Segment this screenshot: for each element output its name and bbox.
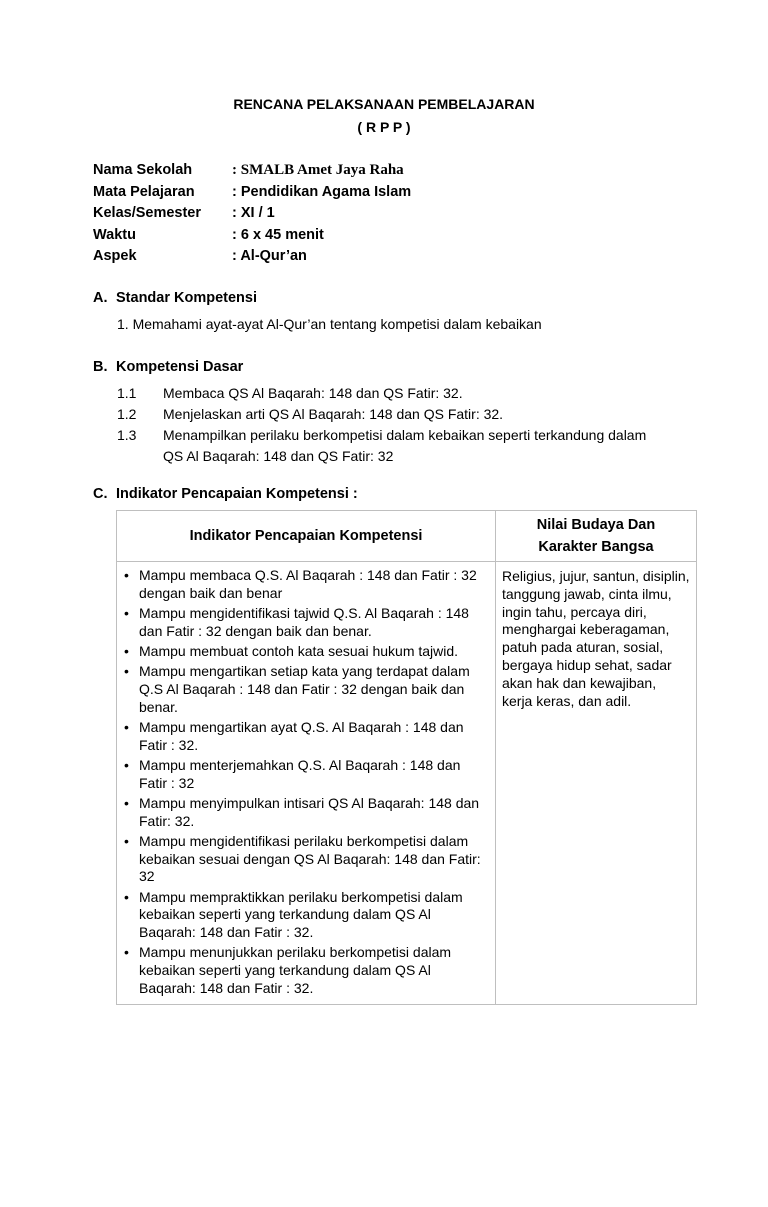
bullet: • — [124, 643, 129, 659]
document-title: RENCANA PELAKSANAAN PEMBELAJARAN — [233, 96, 535, 112]
info-label: Nama Sekolah — [93, 162, 193, 178]
info-row-aspect — [93, 246, 411, 268]
info-label: Mata Pelajaran — [93, 183, 195, 200]
list-item — [123, 567, 489, 602]
list-item — [123, 643, 489, 661]
section-title: Kompetensi Dasar — [116, 359, 244, 375]
indicator-text: Mampu mengidentifikasi tajwid Q.S. Al Baqarah : 148 dan Fatir : 32 dengan baik dan benar. — [139, 605, 469, 639]
bullet: • — [124, 888, 129, 905]
list-item — [123, 719, 489, 754]
indicator-table — [116, 510, 697, 1005]
indicator-text: Mampu mengidentifikasi perilaku berkompetisi dalam kebaikan sesuai dengan QS Al Baqarah: 148 dan Fatir: 32 — [139, 833, 481, 885]
info-label: Waktu — [93, 226, 136, 243]
list-item — [117, 404, 663, 425]
bullet: • — [124, 795, 129, 811]
info-row-class — [93, 203, 411, 225]
list-item — [123, 944, 489, 997]
section-heading-indikator — [93, 486, 358, 502]
list-item — [123, 795, 489, 830]
list-item — [123, 663, 489, 716]
indicator-text: Mampu menunjukkan perilaku berkompetisi dalam kebaikan seperti yang terkandung dalam QS Al Baqarah: 148 dan Fatir : 32. — [139, 944, 452, 996]
section-heading-kompetensi-dasar — [93, 359, 243, 375]
list-item — [123, 757, 489, 792]
kompetensi-dasar-list — [117, 383, 663, 467]
indicator-text: Mampu membaca Q.S. Al Baqarah : 148 dan Fatir : 32 dengan baik dan benar — [139, 567, 477, 601]
indicator-text: Mampu mempraktikkan perilaku berkompetisi dalam kebaikan seperti yang terkandung dalam QS Al Baqarah: 148 dan Fatir : 32. — [139, 888, 463, 941]
identity-block — [93, 160, 411, 268]
indicator-text: Mampu mengartikan setiap kata yang terdapat dalam Q.S Al Baqarah : 148 dan Fatir : 32 dengan baik dan benar. — [139, 663, 470, 715]
bullet: • — [124, 833, 129, 849]
section-letter: C. — [93, 486, 108, 502]
item-number: 1.3 — [117, 427, 137, 443]
section-title: Indikator Pencapaian Kompetensi : — [116, 486, 358, 502]
indicator-list — [123, 567, 489, 998]
column-header-nilai: Nilai Budaya Dan Karakter Bangsa — [496, 511, 697, 562]
standar-kompetensi-item: 1. Memahami ayat-ayat Al-Qur’an tentang kompetisi dalam kebaikan — [117, 316, 542, 332]
section-letter: B. — [93, 359, 108, 375]
list-item — [117, 425, 663, 467]
indicator-cell — [117, 562, 496, 1005]
item-text: Menampilkan perilaku berkompetisi dalam kebaikan seperti terkandung dalam QS Al Baqarah: 148 dan QS Fatir: 32 — [163, 427, 647, 464]
info-label: Kelas/Semester — [93, 205, 202, 222]
info-label: Aspek — [93, 248, 137, 265]
item-number: 1.1 — [117, 385, 137, 401]
list-item — [117, 383, 663, 404]
list-item — [123, 833, 489, 886]
column-header-indikator: Indikator Pencapaian Kompetensi — [117, 511, 496, 562]
info-value: : 6 x 45 menit — [232, 226, 324, 243]
bullet: • — [124, 663, 129, 680]
info-value: : Al-Qur’an — [232, 248, 307, 265]
indicator-text: Mampu menterjemahkan Q.S. Al Baqarah : 148 dan Fatir : 32 — [139, 757, 461, 791]
section-heading-standar-kompetensi — [93, 290, 257, 306]
bullet: • — [124, 605, 129, 621]
bullet: • — [124, 944, 129, 961]
info-row-school — [93, 160, 411, 182]
document-subtitle: ( R P P ) — [357, 119, 411, 135]
table-header-row — [117, 511, 697, 562]
bullet: • — [124, 567, 129, 583]
indicator-text: Mampu mengartikan ayat Q.S. Al Baqarah : 148 dan Fatir : 32. — [139, 719, 464, 753]
bullet: • — [124, 757, 129, 773]
bullet: • — [124, 719, 129, 735]
section-title: Standar Kompetensi — [116, 290, 257, 306]
list-item — [123, 605, 489, 640]
info-row-time — [93, 225, 411, 247]
indicator-text: Mampu membuat contoh kata sesuai hukum tajwid. — [139, 643, 459, 659]
section-letter: A. — [93, 290, 108, 306]
list-item — [123, 889, 489, 942]
indicator-text: Mampu menyimpulkan intisari QS Al Baqarah: 148 dan Fatir: 32. — [139, 795, 480, 829]
item-text: Menjelaskan arti QS Al Baqarah: 148 dan QS Fatir: 32. — [163, 406, 504, 422]
info-row-subject — [93, 182, 411, 204]
info-value: : XI / 1 — [232, 205, 275, 222]
table-row — [117, 562, 697, 1005]
nilai-cell: Religius, jujur, santun, disiplin, tanggung jawab, cinta ilmu, ingin tahu, percaya diri, menghargai keberagaman, patuh pada aturan, sosial, bergaya hidup sehat, sadar akan hak dan kewajiban, kerja keras, dan adil. — [496, 562, 697, 1005]
item-text: Membaca QS Al Baqarah: 148 dan QS Fatir: 32. — [163, 385, 463, 401]
info-value: : SMALB Amet Jaya Raha — [232, 162, 404, 178]
item-number: 1.2 — [117, 406, 137, 422]
info-value: : Pendidikan Agama Islam — [232, 183, 412, 200]
